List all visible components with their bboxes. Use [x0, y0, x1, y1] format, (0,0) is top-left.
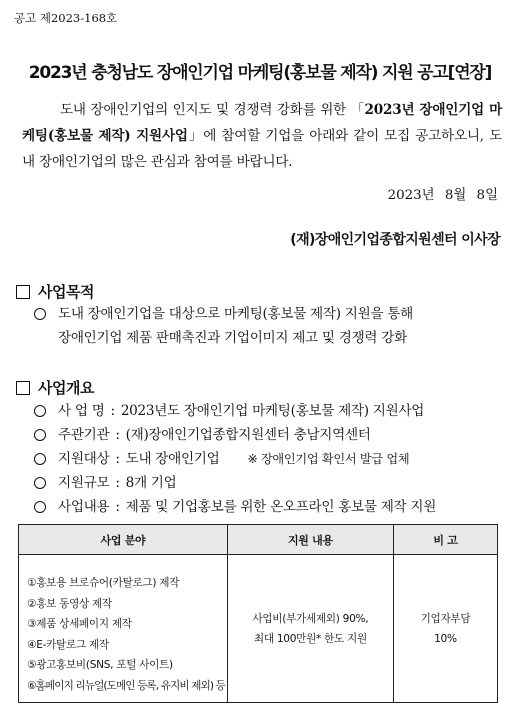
- header-field: 사업 분야: [19, 525, 228, 555]
- support-line: 최대 100만원* 한도 지원: [253, 632, 367, 645]
- support-line: 사업비(부가세제외) 90%,: [252, 612, 369, 625]
- intro-paragraph: [22, 97, 502, 175]
- purpose-line-1: [34, 303, 500, 325]
- overview-item-scale: 지원규모 : 8개 기업: [34, 472, 500, 494]
- remarks-line: 기업자부담: [420, 612, 471, 625]
- section-overview-heading: [16, 377, 94, 398]
- circle-bullet-icon: [34, 453, 46, 465]
- circle-bullet-icon: [34, 477, 46, 489]
- intro-text-after: 」에 참여할 기업을 아래와 같이 모집 공고하오니, 도내 장애인기업의 많은 관심과 참여를 바랍니다.: [22, 128, 502, 170]
- overview-label: 지원규모: [58, 475, 110, 491]
- overview-value: 제품 및 기업홍보를 위한 온오프라인 홍보물 제작 지원: [125, 499, 437, 515]
- circle-bullet-icon: [34, 501, 46, 513]
- support-table: [18, 524, 498, 703]
- notice-date: 2023년 8월 8일: [387, 188, 498, 203]
- circle-bullet-icon: [34, 308, 46, 320]
- overview-item-program: 사 업 명 : 2023년도 장애인기업 마케팅(홍보물 제작) 지원사업: [34, 400, 500, 422]
- field-list-cell: [19, 555, 228, 703]
- section-purpose-heading: [16, 281, 94, 302]
- notice-number: 공고 제2023-168호: [14, 11, 118, 25]
- field-item: ②홍보 동영상 제작: [27, 597, 112, 610]
- issuer-name: (재)장애인기업종합지원센터 이사장: [290, 232, 500, 248]
- field-item: ④E-카탈로그 제작: [27, 638, 109, 651]
- section-purpose-title: 사업목적: [38, 283, 94, 301]
- overview-value: 도내 장애인기업: [125, 451, 220, 467]
- overview-label: 주관기관: [58, 427, 110, 443]
- support-cell: [227, 555, 393, 703]
- remarks-line: 10%: [434, 632, 457, 645]
- intro-program-name: 2023년 장애인기업 마케팅(홍보물 제작) 지원사업: [22, 102, 503, 144]
- overview-value: 8개 기업: [125, 475, 177, 491]
- table-header-row: [19, 525, 498, 555]
- square-bullet-icon: [16, 381, 30, 395]
- remarks-cell: [393, 555, 497, 703]
- page-title: 2023년 충청남도 장애인기업 마케팅(홍보물 제작) 지원 공고[연장]: [28, 63, 492, 83]
- header-remarks: 비 고: [393, 525, 497, 555]
- table-row: [19, 555, 498, 703]
- overview-note: ※ 장애인기업 확인서 발급 업체: [247, 452, 410, 466]
- circle-bullet-icon: [34, 429, 46, 441]
- field-item: ⑥홈페이지 리뉴얼(도메인 등록, 유지비 제외) 등: [27, 679, 225, 692]
- overview-label: 지원대상: [58, 451, 110, 467]
- section-overview-title: 사업개요: [38, 379, 94, 397]
- overview-value: (재)장애인기업종합지원센터 충남지역센터: [125, 427, 371, 443]
- circle-bullet-icon: [34, 405, 46, 417]
- square-bullet-icon: [16, 285, 30, 299]
- overview-label: 사업내용: [58, 499, 110, 515]
- field-item: ③제품 상세페이지 제작: [27, 618, 132, 630]
- purpose-text-2: 장애인기업 제품 판매촉진과 기업이미지 제고 및 경쟁력 강화: [58, 330, 407, 346]
- overview-item-host: 주관기관 : (재)장애인기업종합지원센터 충남지역센터: [34, 424, 500, 446]
- overview-value: 2023년도 장애인기업 마케팅(홍보물 제작) 지원사업: [120, 403, 425, 419]
- header-support: 지원 내용: [227, 525, 393, 555]
- field-item: ⑤광고홍보비(SNS, 포털 사이트): [27, 659, 173, 671]
- intro-text-before: 도내 장애인기업의 인지도 및 경쟁력 강화를 위한 「: [60, 102, 365, 118]
- purpose-text-1: 도내 장애인기업을 대상으로 마케팅(홍보물 제작) 지원을 통해: [58, 306, 413, 322]
- field-item: ①홍보용 브로슈어(카탈로그) 제작: [27, 577, 180, 589]
- overview-item-target: 지원대상 : 도내 장애인기업 ※ 장애인기업 확인서 발급 업체: [34, 448, 500, 470]
- overview-item-content: 사업내용 : 제품 및 기업홍보를 위한 온오프라인 홍보물 제작 지원: [34, 496, 500, 518]
- overview-label: 사 업 명: [58, 403, 105, 419]
